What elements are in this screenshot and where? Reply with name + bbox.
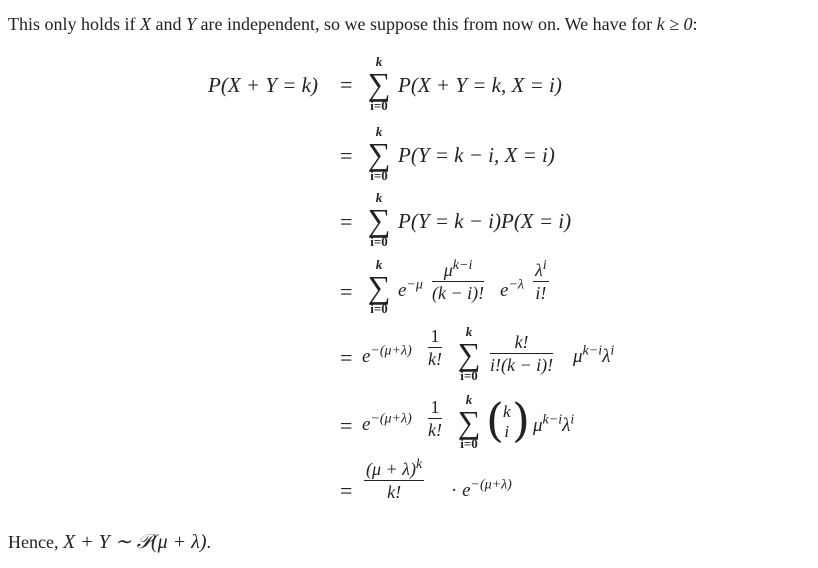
exp-lambda-sup: −λ — [508, 277, 524, 293]
summation-1 — [364, 55, 394, 113]
binom-top: k — [503, 402, 511, 421]
sigma-icon: ∑ — [367, 269, 391, 305]
exp-e: e — [398, 280, 407, 301]
line4-exp-lambda — [500, 279, 524, 303]
dot-operator: · — [451, 480, 458, 501]
sigma-icon: ∑ — [367, 136, 391, 172]
fraction-lambda — [533, 259, 549, 304]
line3-rhs: P(Y = k − i)P(X = i) — [398, 209, 572, 233]
lambda-exponent: i — [542, 258, 547, 273]
exp-mu-sup: −μ — [406, 277, 423, 293]
intro-text-2: are independent, so we suppose this from now on. We have for — [196, 14, 657, 34]
exp-e: e — [462, 480, 471, 501]
exp-e: e — [362, 346, 371, 367]
outro-text: Hence, — [8, 532, 63, 552]
equals-sign-5: = — [340, 345, 353, 370]
sum-upper: k — [375, 190, 383, 205]
sigma-icon: ∑ — [457, 336, 481, 372]
mu-symbol: μ — [573, 346, 583, 367]
fraction-one-over-kfact — [428, 325, 442, 370]
summation-4 — [364, 258, 394, 316]
binomial-coefficient — [503, 402, 511, 442]
summation-3 — [364, 191, 394, 249]
sum-lower: i=0 — [460, 368, 478, 383]
line6-tail — [533, 414, 574, 438]
lambda-symbol: λ — [562, 415, 571, 436]
sum-upper: k — [465, 324, 473, 339]
fraction-denominator: k! — [428, 420, 442, 440]
sum-lower: i=0 — [370, 98, 388, 113]
line7-tail — [451, 479, 512, 503]
equals-sign-3: = — [340, 209, 353, 234]
line5-tail — [573, 345, 614, 369]
k-exponent: k — [415, 457, 423, 472]
outro-period: . — [206, 532, 212, 552]
fraction-denominator: k! — [428, 349, 442, 369]
lambda-exponent: i — [610, 343, 615, 359]
line5-exp — [362, 345, 412, 369]
line1-rhs: P(X + Y = k, X = i) — [398, 73, 562, 97]
exp-sup: −(μ+λ) — [370, 411, 412, 427]
exp-sup: −(μ+λ) — [370, 343, 412, 359]
line6-exp — [362, 413, 412, 437]
intro-paragraph — [8, 13, 698, 35]
outro-paragraph — [8, 531, 211, 553]
exp-e: e — [362, 414, 371, 435]
lambda-exponent: i — [570, 412, 575, 428]
fraction-numerator — [432, 259, 484, 281]
sigma-icon: ∑ — [367, 66, 391, 102]
sum-upper: k — [375, 54, 383, 69]
poisson-symbol: 𝒫 — [136, 531, 151, 553]
mu-exponent: k−i — [582, 343, 603, 359]
summation-2 — [364, 125, 394, 183]
fraction-numerator: 1 — [430, 326, 440, 346]
sigma-icon: ∑ — [367, 202, 391, 238]
var-y: Y — [186, 14, 197, 34]
exp-sup: −(μ+λ) — [470, 477, 512, 493]
equals-sign-7: = — [340, 478, 353, 503]
fraction-final — [364, 458, 424, 503]
equals-sign-6: = — [340, 413, 353, 438]
fraction-denominator: i!(k − i)! — [490, 355, 554, 375]
intro-and: and — [151, 14, 187, 34]
binom-bottom: i — [504, 422, 510, 441]
mu-plus-lambda: (μ + λ) — [366, 459, 416, 479]
fraction-one-over-kfact-2 — [428, 396, 442, 441]
right-paren-icon: ) — [512, 393, 530, 447]
sigma-icon: ∑ — [457, 404, 481, 440]
mu-symbol: μ — [443, 260, 453, 280]
sum-lower: i=0 — [460, 436, 478, 451]
summation-6 — [454, 393, 484, 451]
outro-expression: X + Y ∼ — [62, 531, 137, 553]
fraction-numerator: k! — [514, 332, 529, 352]
left-paren-icon: ( — [486, 393, 504, 447]
fraction-mu — [432, 259, 484, 304]
fraction-denominator: (k − i)! — [432, 283, 485, 303]
line4-exp-mu — [398, 279, 423, 303]
fraction-denominator: k! — [387, 482, 402, 502]
condition-k: k ≥ 0 — [656, 14, 693, 34]
fraction-numerator: 1 — [430, 397, 440, 417]
summation-5 — [454, 325, 484, 383]
mu-symbol: μ — [533, 415, 543, 436]
lambda-symbol: λ — [535, 260, 543, 280]
equals-sign-1: = — [340, 72, 353, 97]
fraction-denominator: i! — [535, 283, 547, 303]
line1-lhs: P(X + Y = k) — [208, 73, 318, 97]
sum-upper: k — [375, 124, 383, 139]
lambda-symbol: λ — [602, 346, 611, 367]
exp-e: e — [500, 280, 509, 301]
sum-upper: k — [375, 257, 383, 272]
line2-rhs: P(Y = k − i, X = i) — [398, 143, 555, 167]
fraction-numerator — [533, 259, 549, 281]
mu-exponent: k−i — [542, 412, 563, 428]
sum-lower: i=0 — [370, 301, 388, 316]
sum-lower: i=0 — [370, 168, 388, 183]
fraction-kfact-over-ifact — [490, 331, 553, 376]
equals-sign-4: = — [340, 279, 353, 304]
fraction-numerator — [364, 458, 424, 480]
sum-upper: k — [465, 392, 473, 407]
mu-exponent: k−i — [452, 258, 473, 273]
equals-sign-2: = — [340, 143, 353, 168]
poisson-argument: (μ + λ) — [150, 531, 207, 553]
var-x: X — [140, 14, 152, 34]
sum-lower: i=0 — [370, 234, 388, 249]
intro-text: This only holds if — [8, 14, 141, 34]
intro-colon: : — [692, 14, 698, 34]
